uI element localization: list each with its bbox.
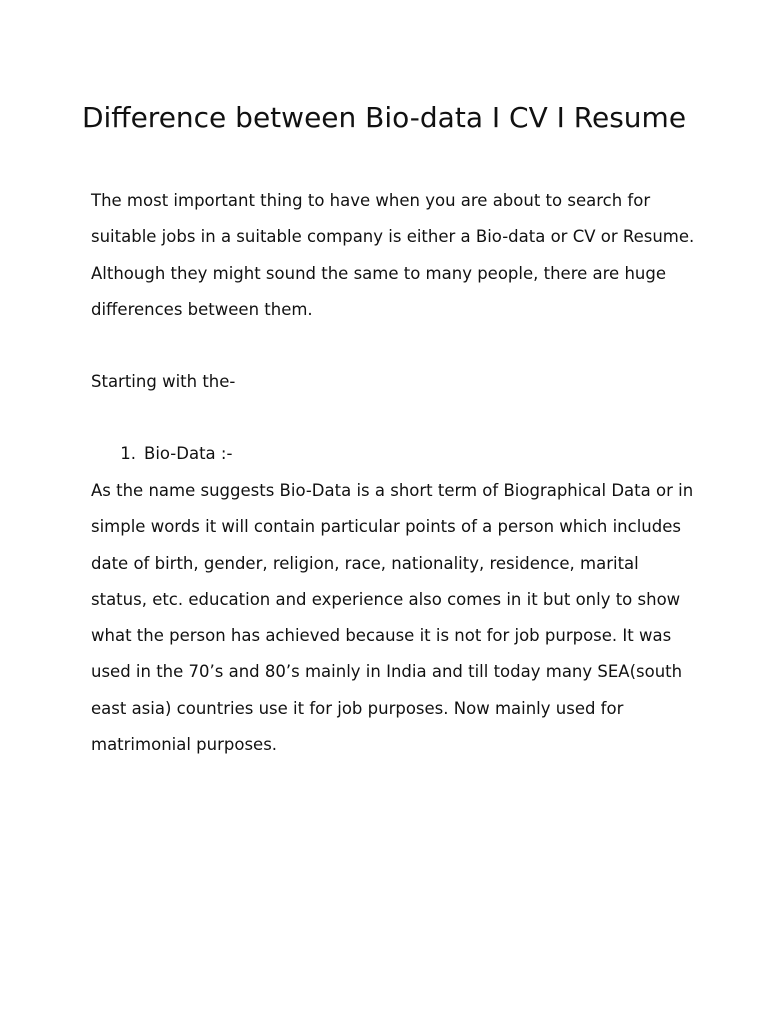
biodata-line: used in the 70’s and 80’s mainly in India and till today many SEA(south	[91, 662, 683, 682]
biodata-line: date of birth, gender, religion, race, nationality, residence, marital	[91, 553, 639, 573]
biodata-line: matrimonial purposes.	[91, 735, 278, 755]
document-title: Difference between Bio-data I CV I Resume	[81, 101, 687, 134]
intro-line: differences between them.	[91, 299, 313, 319]
intro-line: Although they might sound the same to many people, there are huge	[91, 263, 666, 283]
biodata-line: simple words it will contain particular points of a person which includes	[91, 517, 681, 537]
biodata-paragraph	[91, 473, 694, 763]
list-item-number: 1.	[120, 444, 136, 463]
biodata-line: As the name suggests Bio-Data is a short term of Biographical Data or in	[91, 481, 694, 500]
section-list	[91, 436, 691, 472]
biodata-line: status, etc. education and experience also comes in it but only to show	[91, 589, 681, 609]
intro-line: suitable jobs in a suitable company is either a Bio-data or CV or Resume.	[91, 227, 695, 247]
biodata-line: east asia) countries use it for job purposes. Now mainly used for	[91, 698, 624, 718]
list-item	[91, 436, 691, 472]
intro-line: The most important thing to have when you are about to search for	[91, 191, 651, 210]
list-item-label: Bio-Data :-	[144, 444, 233, 463]
intro-paragraph	[91, 183, 695, 328]
lead-in-text: Starting with the-	[91, 372, 236, 391]
biodata-line: what the person has achieved because it is not for job purpose. It was	[91, 626, 672, 646]
